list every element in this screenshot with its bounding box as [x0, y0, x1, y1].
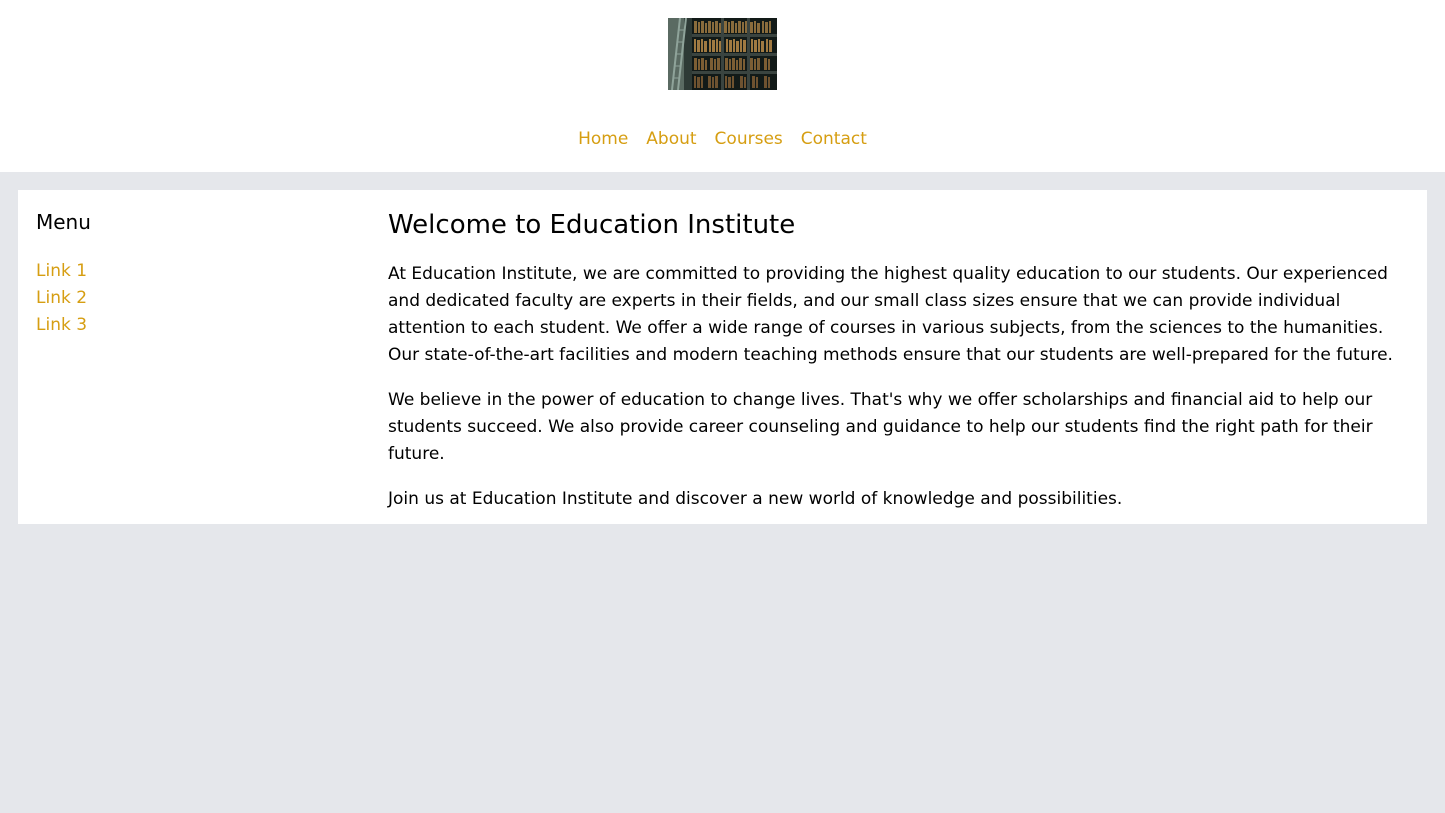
- sidebar-link-list: [36, 258, 370, 339]
- sidebar: [18, 190, 370, 524]
- intro-paragraph: At Education Institute, we are committed to providing the highest quality education to our students. Our experienced and dedicated faculty are experts in their fields, and our small class sizes ensure that we can provide individual attention to each student. We offer a wide range of courses in various subjects, from the sciences to the humanities. Our state-of-the-art facilities and modern teaching methods ensure that our students are well-prepared for the future.: [388, 264, 1393, 365]
- nav-link-contact[interactable]: Contact: [800, 129, 867, 149]
- closing-paragraph: Join us at Education Institute and discover a new world of knowledge and possibilities.: [388, 489, 1123, 509]
- sidebar-item: [36, 285, 370, 312]
- sidebar-link-1[interactable]: Link 1: [36, 261, 88, 281]
- page-title: Welcome to Education Institute: [388, 210, 796, 240]
- sidebar-item: [36, 258, 370, 285]
- sidebar-link-2[interactable]: Link 2: [36, 288, 88, 308]
- nav-link-courses[interactable]: Courses: [714, 129, 783, 149]
- main-nav: [0, 127, 1445, 151]
- nav-link-home[interactable]: Home: [578, 129, 629, 149]
- logo-image[interactable]: [668, 18, 777, 90]
- mission-paragraph: We believe in the power of education to change lives. That's why we offer scholarships and financial aid to help our students succeed. We also provide career counseling and guidance to help our students find the right path for their future.: [388, 390, 1373, 464]
- site-header: [0, 0, 1445, 172]
- sidebar-link-3[interactable]: Link 3: [36, 315, 88, 335]
- bookshelf-image: [668, 18, 777, 90]
- sidebar-item: [36, 312, 370, 339]
- sidebar-title: Menu: [36, 210, 91, 234]
- main-content: [370, 190, 1427, 524]
- nav-link-about[interactable]: About: [646, 129, 697, 149]
- main-card: [18, 190, 1427, 524]
